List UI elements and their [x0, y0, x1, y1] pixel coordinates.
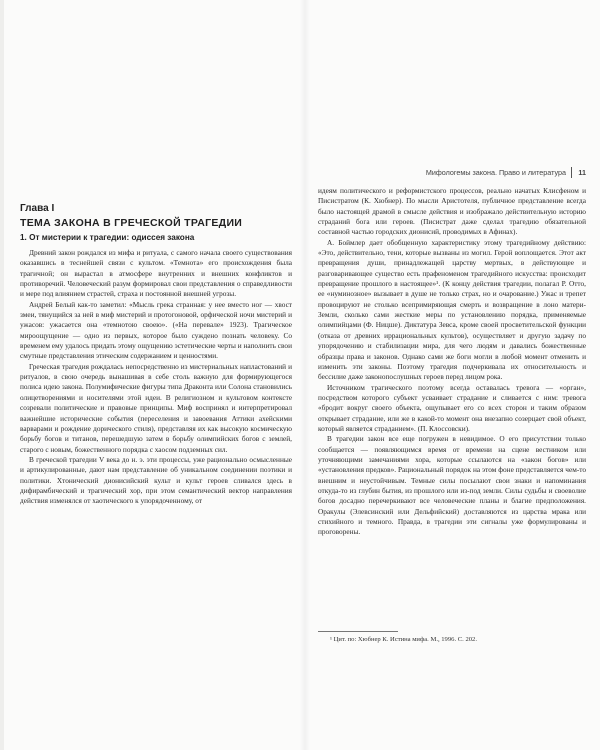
section-title: 1. От мистерии к трагедии: одиссея закона: [20, 233, 195, 242]
left-paragraph: Древний закон рождался из мифа и ритуала, с самого начала своего существования оказавшись в теснейшей связи с культом. «Темнота» его происхождения была трагичной; он вырастал в атмосфере внутренних и внешних конфликтов и противоречий. Человеческий разум формировал свои представления о справедливости и мере под влиянием страстей, страха и постоянной внешней угрозы.: [20, 248, 292, 299]
right-paragraph: В трагедии закон все еще погружен в невидимое. О его присутствии только сообщается — появляющимся время от времени на сцене вестником или уточняющими замечаниями хора, которые ссылаются на «закон богов» или «установления предков». Рациональный порядок на этом фоне представляется чем-то внешним и неустойчивым. Темные силы посылают свои знаки и напоминания откуда-то из глубин бытия, из прошлого или из-под земли. Силы судьбы и своеволие богов досадно перечеркивают все человеческие планы и благие предположения. Оракулы (Элевсинский или Дельфийский) доставляются из царства мрака или стихийного и темного. Правда, в трагедии эти сигналы уже формулированы и проговорены.: [318, 434, 586, 537]
right-page-body: [318, 186, 586, 538]
chapter-title: ТЕМА ЗАКОНА В ГРЕЧЕСКОЙ ТРАГЕДИИ: [20, 217, 243, 229]
page-edge: [0, 0, 4, 750]
left-paragraph: В греческой трагедии V века до н. э. эти процессы, уже рационально осмысленные и артикулированные, дают нам представление об уникальном соединении поэтики и политики. Хтонический дионисийский культ и культ героев сливался здесь в дифирамбический и трагический хор, при этом семантический вектор направления действия изменялся от хаотического к упорядоченному, от: [20, 454, 292, 506]
running-head-title: Мифологемы закона. Право и литература: [425, 168, 566, 177]
right-paragraph: Источником трагического поэтому всегда оставалась тревога — «орган», посредством которого субъект усваивает страдание и сливается с ним: тревога «бродит вокруг своего объекта, ощупывает его со всех сторон и таким образом открывает страдание, или же в какой-то момент она внезапно созерцает свой объект, который является страданием». (П. Клоссовски).: [318, 382, 586, 433]
right-paragraph: идеям политического и реформистского процессов, реально начатых Клисфеном и Писистратом (К. Хюбнер). По мысли Аристотеля, публичное представление всегда было настоящей драмой в смысле действия и изображало действительную историю страданий бога или героев. (Писистрат даже сделал трагедию обязательной составной частью городских дионисий, проводимых в Афинах).: [318, 186, 586, 237]
book-gutter: [300, 0, 310, 750]
footnote: [330, 636, 477, 643]
left-paragraph: Греческая трагедия рождалась непосредственно из мистериальных напластований и ритуалов, в свою очередь вынашивая в себе столь важную для формирующегося полиса идею закона. Полумифические фигуры типа Драконта или Солона становились олицетворениями и носителями этой идеи. В религиозном и культовом контексте созревали политические и правовые принципы. Миф воспринял и интерпретировал важнейшие исторические события (переселения и завоевания Аттики ахейскими варварами и рождение дорического стиля), представляя их как высокую космическую борьбу богов и титанов, перешедшую затем в борьбу олимпийских богов с землей, старого с новым, божественного порядка с хаосом подземных сил.: [20, 361, 292, 454]
footnote-marker: ¹: [330, 636, 332, 643]
footnote-rule: [318, 631, 398, 632]
left-page-body: [20, 248, 292, 507]
running-head: [318, 168, 586, 179]
running-head-separator: [571, 167, 572, 178]
footnote-text: Цит. по: Хюбнер К. Истина мифа. М., 1996. С. 202.: [333, 636, 477, 643]
page-number: 11: [578, 168, 586, 177]
right-paragraph: А. Боймлер дает обобщенную характеристику этому трагедийному действию: «Это, действительно, тени, которые вызваны из могил. Герой воплощается. Этот акт превращения души, принадлежащей царству мертвых, в действующее и разговаривающее существо есть прафеноменом трагедийного искусства: происходит превращение прошлого в настоящее»¹. (К концу действия трагедии, полагал Р. Отто, ее «нуминозное» вызывает в душе не только страх, но и очарование.) Ужас и трепет провоцируют не столько всепримиряющая смерть и возвращение в лоно матери-Земли, сколько сами жесткие меры по установлению порядка, применяемые олимпийцами (Ф. Ницше). Диктатура Зевса, кроме своей просветительской функции (отказа от древних иррациональных культов), осуществляет и другую задачу по упорядочению и стабилизации мира, для чего людям и давались божественные образцы права и законов. Однако сами же боги могли в любой момент отменить и изменить эти законы. Поэтому трагедия подчеркивала их относительность и бессилие даже законопослушных героев перед лицом рока.: [318, 237, 586, 382]
left-paragraph: Андрей Белый как-то заметил: «Мысль грека странная: у нее вместо ног — хвост змеи, тянущийся за ней в миф мистерий и протогоновой, орфической ночи мистерий и ужасов: ужасается она «темнотою своею». («На перевале» 1923). Трагическое мироощущение — одно из первых, которое было суждено познать человеку. Со временем ему удалось придать этому ощущению эстетические черты и наполнить свои смутные представления этическим содержанием и ценностями.: [20, 299, 292, 361]
chapter-label: Глава I: [20, 203, 55, 214]
